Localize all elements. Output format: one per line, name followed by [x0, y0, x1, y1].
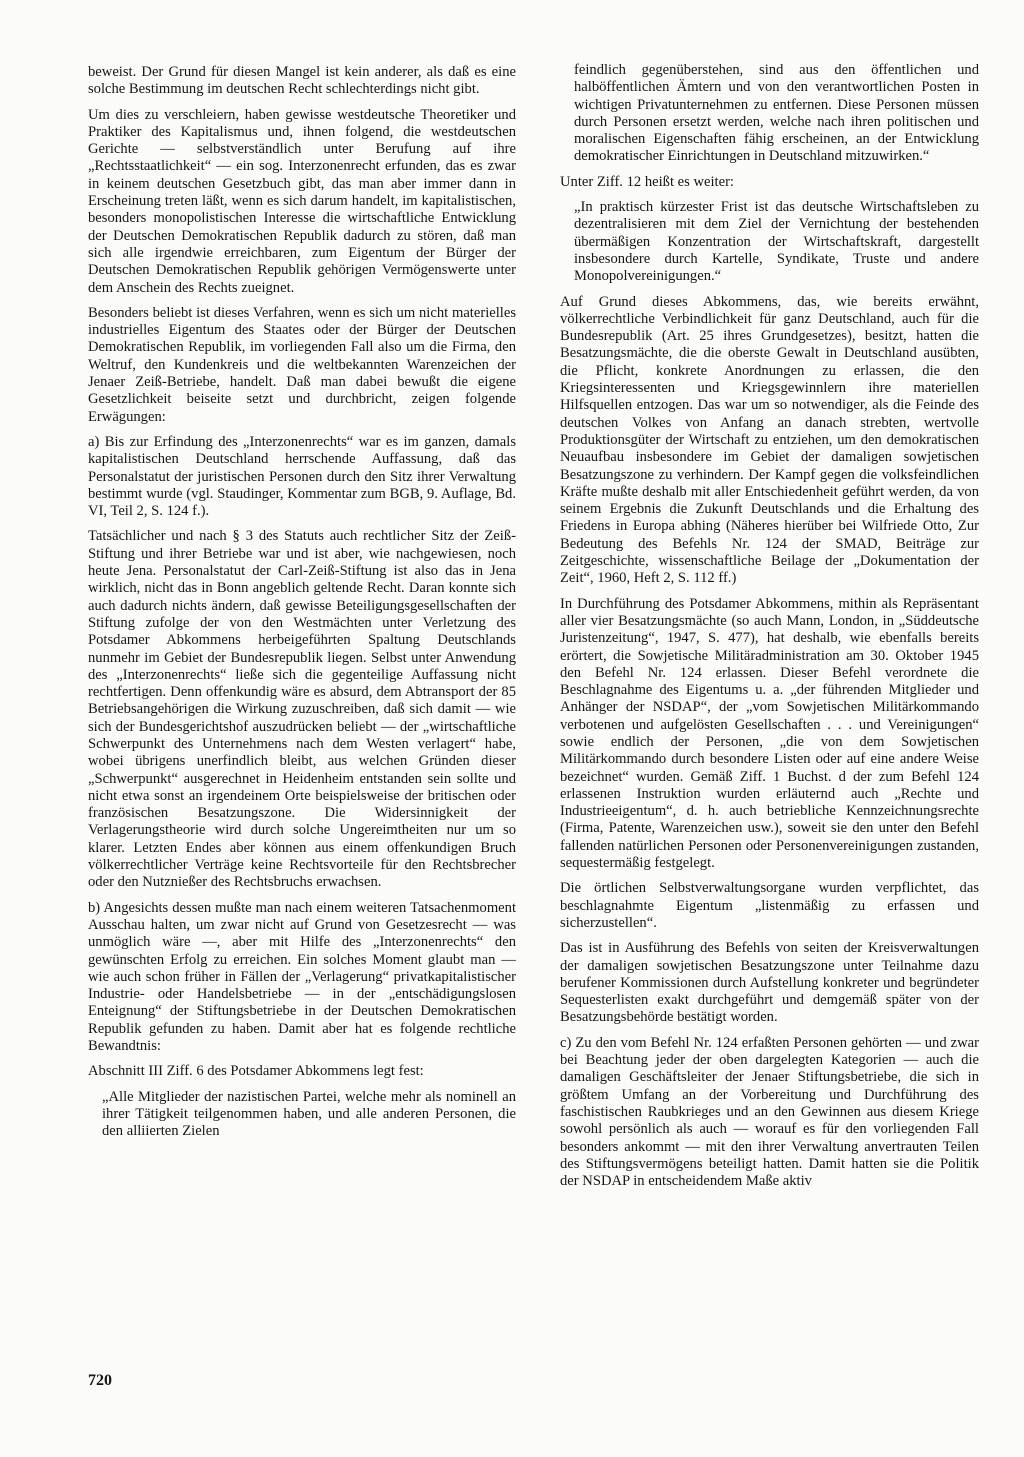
paragraph: c) Zu den vom Befehl Nr. 124 erfaßten Personen gehörten — und zwar bei Beachtung jeder der oben dargelegten Kategorien — auch die damaligen Geschäftsleiter der Jenaer Stiftungsbetriebe, die sich in größtem Umfang an der Vorbereitung und Durchführung des faschistischen Raubkrieges und an den Gewinnen aus diesem Kriege sowohl persönlich als auch — worauf es für den vorliegenden Fall besonders ankommt — mit den ihrer Verwaltung anvertrauten Teilen des Stiftungsvermögens beteiligt hatten. Damit hatten sie die Politik der NSDAP in entscheidendem Maße aktiv [560, 1034, 979, 1190]
text-column-right [560, 62, 979, 1198]
page-number: 720 [88, 1372, 112, 1389]
paragraph: Abschnitt III Ziff. 6 des Potsdamer Abkommens legt fest: [88, 1063, 424, 1080]
paragraph: Um dies zu verschleiern, haben gewisse westdeutsche Theoretiker und Praktiker des Kapitalismus und, ihnen folgend, die westdeutschen Gerichte — selbstverständlich unter Berufung auf ihre „Rechtsstaatlichkeit“ — ein sog. Interzonenrecht erfunden, das es zwar in keinem deutschen Gesetzbuch gibt, das man aber immer dann in Erscheinung treten läßt, wenn es sich darum handelt, im kapitalistischen, besonders monopolistischen Interesse die wirtschaftliche Entwicklung der Deutschen Demokratischen Republik dadurch zu stören, daß man sich alle irgendwie erreichbaren, zum Eigentum der Bürger der Deutschen Demokratischen Republik gehörigen Vermögenswerte unter dem Anschein des Rechts zueignet. [88, 106, 516, 296]
paragraph: Tatsächlicher und nach § 3 des Statuts auch rechtlicher Sitz der Zeiß-Stiftung und ihrer Betriebe war und ist aber, wie nachgewiesen, noch heute Jena. Personalstatut der Carl-Zeiß-Stiftung ist also das in Jena wirklich, nicht das in Bonn angeblich geltende Recht. Daran konnte sich auch dadurch nichts ändern, daß gewisse Beteiligungsgesellschaften der Stiftung zufolge der von den Westmächten unter Verletzung des Potsdamer Abkommens herbeigeführten Spaltung Deutschlands nunmehr im Gebiet der Bundesrepublik liegen. Selbst unter Anwendung des „Interzonenrechts“ ließe sich die gegenteilige Auffassung nicht rechtfertigen. Denn offenkundig wäre es absurd, dem Abtransport der 85 Betriebsangehörigen die Wirkung zuzuschreiben, daß sich damit — wie sich der Bundesgerichtshof auszudrücken beliebt — der „wirtschaftliche Schwerpunkt des Unternehmens nach dem Westen verlagert“ habe, wobei übrigens unerfindlich bleibt, aus welchen Gründen dieser „Schwerpunkt“ ausgerechnet in Heidenheim entstanden sein sollte und nicht etwa sonst an irgendeinem Orte beispielsweise der britischen oder französischen Besatzungszone. Die Widersinnigkeit der Verlagerungstheorie wird durch solche Ungereimtheiten nur um so klarer. Letzten Endes aber können aus einem offenkundigen Bruch völkerrechtlicher Verträge keine Rechtsvorteile für den Rechtsbrecher oder den Nutznießer des Rechtsbruchs erwachsen. [88, 528, 516, 891]
text-column-left [88, 64, 516, 1149]
quote-paragraph: „Alle Mitglieder der nazistischen Partei, welche mehr als nominell an ihrer Tätigkeit teilgenommen haben, und alle anderen Personen, die den alliierten Zielen [102, 1088, 516, 1140]
paragraph: Auf Grund dieses Abkommens, das, wie bereits erwähnt, völkerrechtliche Verbindlichkeit für ganz Deutschland, auch für die Bundesrepublik (Art. 25 ihres Grundgesetzes), besitzt, hatten die Besatzungsmächte, die die oberste Gewalt in Deutschland ausübten, die Pflicht, konkrete Anordnungen zu erlassen, die den Kriegsinteressenten und Kriegsgewinnlern ihre materiellen Hilfsquellen entzogen. Das war um so notwendiger, als die Feinde des deutschen Volkes von Anfang an danach strebten, wertvolle Produktionsgüter der Wirtschaft zu entziehen, um den demokratischen Neuaufbau insbesondere im Gebiet der damaligen sowjetischen Besatzungszone zu verhindern. Der Kampf gegen die volksfeindlichen Kräfte mußte deshalb mit aller Entschiedenheit geführt werden, da von seinem Ergebnis die Zukunft Deutschlands und die Erhaltung des Friedens in Europa abhing (Näheres hierüber bei Wilfriede Otto, Zur Bedeutung des Befehls Nr. 124 der SMAD, Beiträge zur Zeitgeschichte, wissenschaftliche Beilage der „Dokumentation der Zeit“, 1960, Heft 2, S. 112 ff.) [560, 293, 979, 587]
paragraph: Das ist in Ausführung des Befehls von seiten der Kreisverwaltungen der damaligen sowjetischen Besatzungszone unter Teilnahme dazu berufener Kommissionen durch Aufstellung konkreter und begründeter Sequesterlisten exakt durchgeführt und demgemäß später von der Besatzungsbehörde bestätigt worden. [560, 940, 979, 1026]
paragraph: b) Angesichts dessen mußte man nach einem weiteren Tatsachenmoment Ausschau halten, um zwar nicht auf Grund von Gesetzesrecht — was unmöglich wäre —, aber mit Hilfe des „Interzonenrechts“ den gewünschten Erfolg zu erreichen. Ein solches Moment glaubt man — wie auch schon früher in Fällen der „Verlagerung“ privatkapitalistischer Industrie- oder Handelsbetriebe — in der „entschädigungslosen Enteignung“ der Stiftungsbetriebe in der Deutschen Demokratischen Republik gefunden zu haben. Damit aber hat es folgende rechtliche Bewandtnis: [88, 899, 516, 1055]
paragraph: In Durchführung des Potsdamer Abkommens, mithin als Repräsentant aller vier Besatzungsmächte (so auch Mann, London, in „Süddeutsche Juristenzeitung“, 1947, S. 477), hat deshalb, wie ebenfalls bereits erörtert, die Sowjetische Militäradministration am 30. Oktober 1945 den Befehl Nr. 124 erlassen. Dieser Befehl verordnete die Beschlagnahme des Eigentums u. a. „der führenden Mitglieder und Anhänger der NSDAP“, der „vom Sowjetischen Militärkommando verbotenen und aufgelösten Gesellschaften . . . und Vereinigungen“ sowie endlich der Personen, „die von dem Sowjetischen Militärkommando durch besondere Listen oder auf eine andere Weise bezeichnet“ wurden. Gemäß Ziff. 1 Buchst. d der zum Befehl 124 erlassenen Instruktion wurden erläuternd auch „Rechte und Industrieeigentum“, d. h. auch betriebliche Kennzeichnungsrechte (Firma, Patente, Warenzeichen usw.), soweit sie den unter den Befehl fallenden natürlichen Personen oder Personenvereinigungen zustanden, sequestermäßig festgelegt. [560, 595, 979, 872]
paragraph: Besonders beliebt ist dieses Verfahren, wenn es sich um nicht materielles industrielles Eigentum des Staates oder der Bürger der Deutschen Demokratischen Republik, im vorliegenden Fall also um die Firma, den Weltruf, den Kundenkreis und die weltbekannten Warenzeichen der Jenaer Zeiß-Betriebe, handelt. Daß man dabei bewußt die eigene Gesetzlichkeit beiseite setzt und durchbricht, zeigen folgende Erwägungen: [88, 304, 516, 425]
paragraph: Die örtlichen Selbstverwaltungsorgane wurden verpflichtet, das beschlagnahmte Eigentum „listenmäßig zu erfassen und sicherzustellen“. [560, 880, 979, 931]
paragraph: a) Bis zur Erfindung des „Interzonenrechts“ war es im ganzen, damals kapitalistischen Deutschland herrschende Auffassung, daß das Personalstatut der juristischen Personen durch den Sitz ihrer Verwaltung bestimmt wurde (vgl. Staudinger, Kommentar zum BGB, 9. Auflage, Bd. VI, Teil 2, S. 124 f.). [88, 433, 516, 520]
quote-paragraph: „In praktisch kürzester Frist ist das deutsche Wirtschaftsleben zu dezentralisieren mit dem Ziel der Vernichtung der bestehenden übermäßigen Konzentration der Wirtschaftskraft, dargestellt insbesondere durch Kartelle, Syndikate, Truste und andere Monopolvereinigungen.“ [574, 199, 979, 285]
paragraph: beweist. Der Grund für diesen Mangel ist kein anderer, als daß es eine solche Bestimmung im deutschen Recht schlechterdings nicht gibt. [88, 64, 516, 98]
quote-continuation: feindlich gegenüberstehen, sind aus den öffentlichen und halböffentlichen Ämtern und von den verantwortlichen Posten in wichtigen Privatunternehmen zu entfernen. Diese Personen müssen durch Personen ersetzt werden, welche nach ihren politischen und moralischen Eigenschaften fähig erscheinen, an der Entwicklung demokratischer Einrichtungen in Deutschland mitzuwirken.“ [574, 62, 979, 165]
paragraph: Unter Ziff. 12 heißt es weiter: [560, 173, 734, 190]
